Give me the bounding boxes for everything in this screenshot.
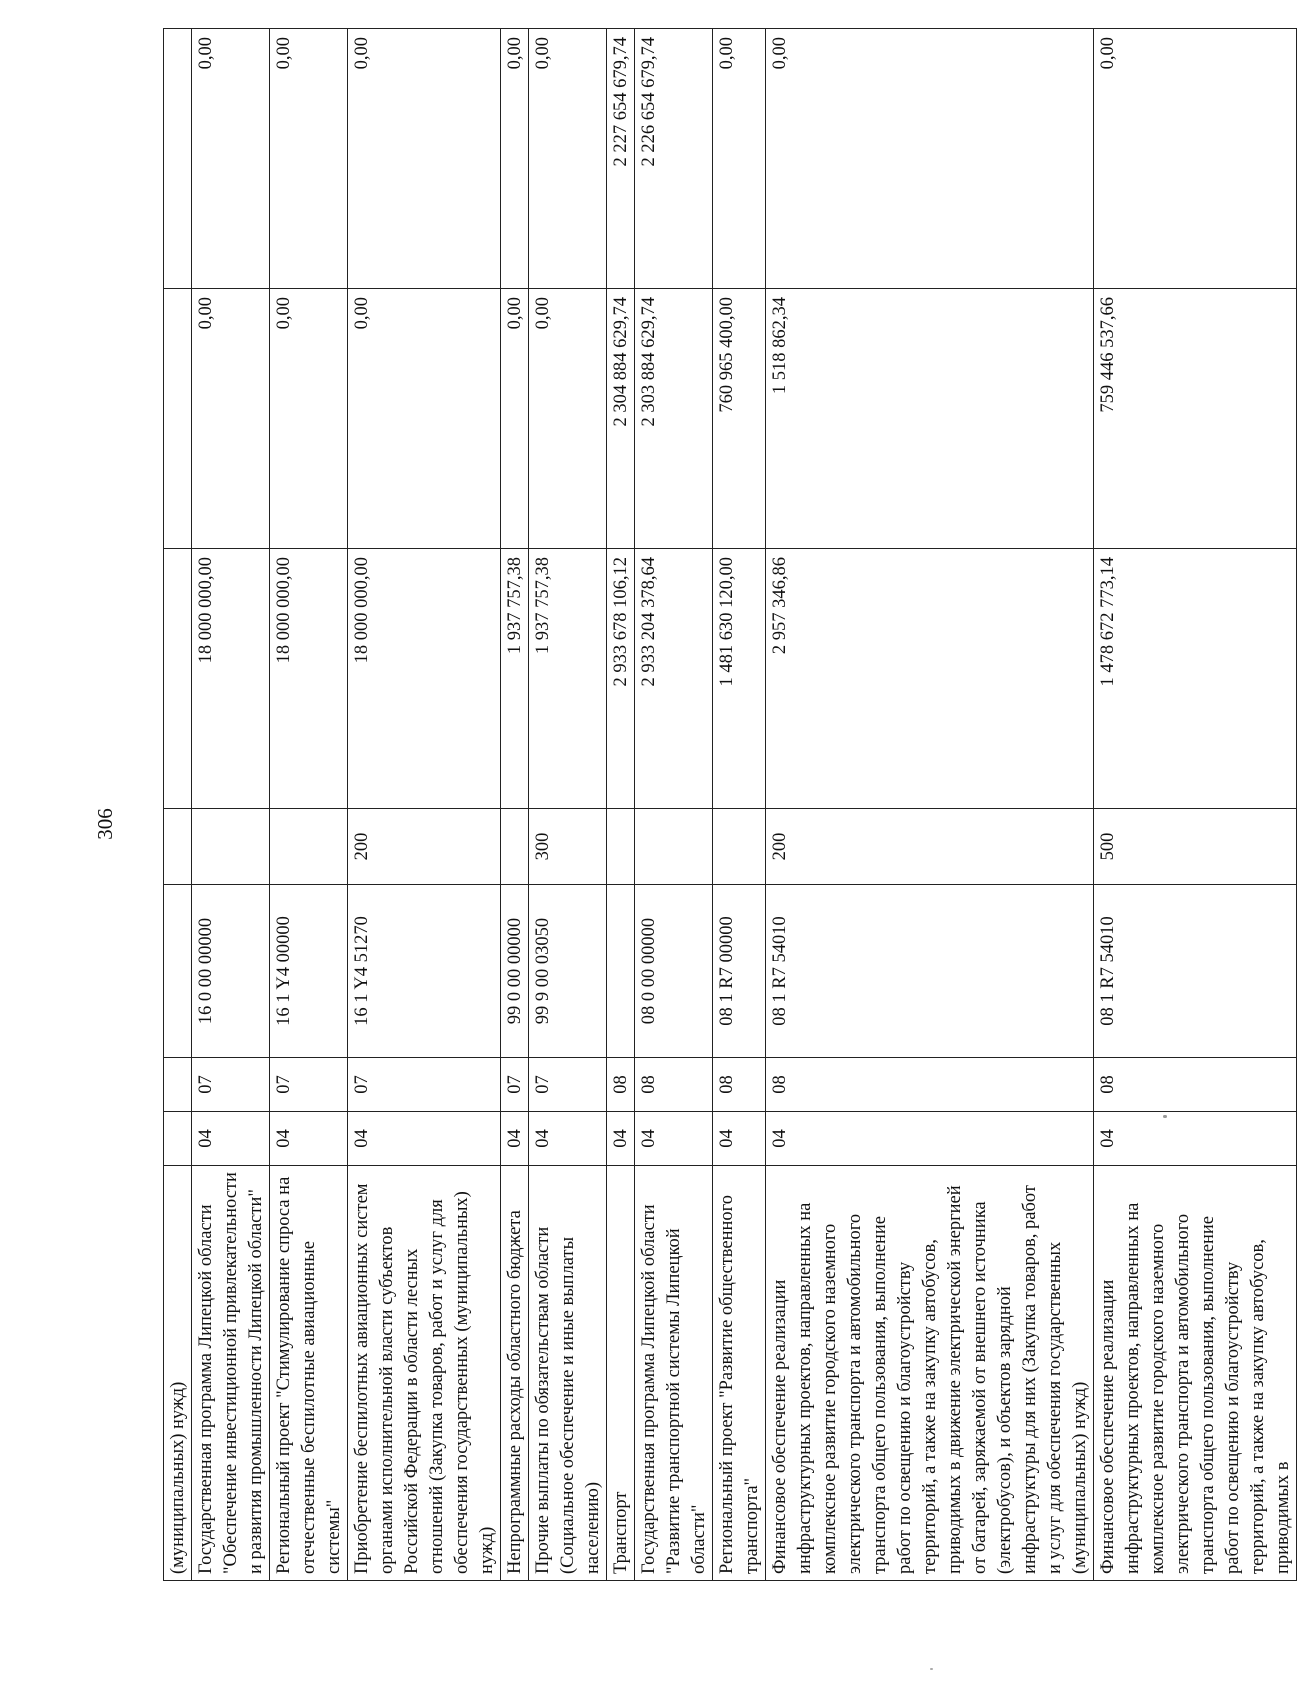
table-row [192, 28, 270, 1580]
amount-year-2: 0,00 [348, 288, 501, 548]
row-description: Региональный проект "Стимулирование спроса на отечественные беспилотные авиационные системы" [270, 1165, 348, 1580]
expense-type-code [635, 808, 713, 884]
subsection-code: 08 [1094, 1057, 1297, 1111]
amount-year-3: 0,00 [713, 28, 766, 288]
row-description: Прочие выплаты по обязательствам области (Социальное обеспечение и иные выплаты населению) [529, 1165, 607, 1580]
table-row [529, 28, 607, 1580]
subsection-code [164, 1057, 192, 1111]
amount-year-2: 760 965 400,00 [713, 288, 766, 548]
section-code [164, 1111, 192, 1165]
amount-year-1: 18 000 000,00 [270, 548, 348, 808]
amount-year-3: 0,00 [192, 28, 270, 288]
amount-year-3: 0,00 [766, 28, 1094, 288]
table-row [713, 28, 766, 1580]
table-row [1094, 28, 1297, 1580]
amount-year-2: 2 304 884 629,74 [607, 288, 635, 548]
row-description: Финансовое обеспечение реализации инфраструктурных проектов, направленных на комплексное развитие городского наземного электрического транспорта и автомобильного транспорта общего пользования, выполнение работ по освещению и благоустройству территорий, а также на закупку автобусов, приводимых в [1094, 1165, 1297, 1580]
subsection-code: 07 [501, 1057, 529, 1111]
target-article-code [607, 884, 635, 1057]
amount-year-3 [164, 28, 192, 288]
amount-year-3: 0,00 [270, 28, 348, 288]
table-row [635, 28, 713, 1580]
table-row [607, 28, 635, 1580]
section-code: 04 [1094, 1111, 1297, 1165]
amount-year-2: 0,00 [192, 288, 270, 548]
amount-year-1: 1 481 630 120,00 [713, 548, 766, 808]
expense-type-code [607, 808, 635, 884]
table-row [501, 28, 529, 1580]
subsection-code: 07 [270, 1057, 348, 1111]
page-number: 306 [93, 808, 117, 840]
expense-type-code: 300 [529, 808, 607, 884]
target-article-code: 08 1 R7 54010 [1094, 884, 1297, 1057]
section-code: 04 [607, 1111, 635, 1165]
row-description: Приобретение беспилотных авиационных систем органами исполнительной власти субъектов Российской Федерации в области лесных отношений (Закупка товаров, работ и услуг для обеспечения государственных (муниципальных) нужд) [348, 1165, 501, 1580]
row-description: (муниципальных) нужд) [164, 1165, 192, 1580]
row-description: Государственная программа Липецкой области "Обеспечение инвестиционной привлекательности и развития промышленности Липецкой области" [192, 1165, 270, 1580]
scan-speck [930, 1668, 933, 1670]
amount-year-1: 2 933 204 378,64 [635, 548, 713, 808]
amount-year-3: 2 227 654 679,74 [607, 28, 635, 288]
section-code: 04 [501, 1111, 529, 1165]
expense-type-code: 200 [766, 808, 1094, 884]
budget-table-sheet [163, 29, 1293, 1581]
subsection-code: 07 [348, 1057, 501, 1111]
expense-type-code: 200 [348, 808, 501, 884]
amount-year-2: 0,00 [529, 288, 607, 548]
row-description: Государственная программа Липецкой области "Развитие транспортной системы Липецкой области" [635, 1165, 713, 1580]
amount-year-1: 1 937 757,38 [529, 548, 607, 808]
target-article-code: 99 0 00 00000 [501, 884, 529, 1057]
expense-type-code: 500 [1094, 808, 1297, 884]
expense-type-code [192, 808, 270, 884]
amount-year-1 [164, 548, 192, 808]
subsection-code: 07 [529, 1057, 607, 1111]
amount-year-3: 0,00 [501, 28, 529, 288]
subsection-code: 08 [607, 1057, 635, 1111]
target-article-code: 08 1 R7 54010 [766, 884, 1094, 1057]
section-code: 04 [635, 1111, 713, 1165]
table-row [270, 28, 348, 1580]
scan-speck [1163, 1115, 1167, 1118]
expense-type-code [270, 808, 348, 884]
section-code: 04 [192, 1111, 270, 1165]
amount-year-1: 2 933 678 106,12 [607, 548, 635, 808]
amount-year-2: 2 303 884 629,74 [635, 288, 713, 548]
amount-year-3: 0,00 [348, 28, 501, 288]
target-article-code: 99 9 00 03050 [529, 884, 607, 1057]
amount-year-3: 2 226 654 679,74 [635, 28, 713, 288]
section-code: 04 [529, 1111, 607, 1165]
row-description: Региональный проект "Развитие общественного транспорта" [713, 1165, 766, 1580]
budget-table [163, 28, 1297, 1581]
row-description: Транспорт [607, 1165, 635, 1580]
table-row [164, 28, 192, 1580]
amount-year-3: 0,00 [1094, 28, 1297, 288]
amount-year-2 [164, 288, 192, 548]
amount-year-2: 759 446 537,66 [1094, 288, 1297, 548]
section-code: 04 [713, 1111, 766, 1165]
section-code: 04 [270, 1111, 348, 1165]
amount-year-3: 0,00 [529, 28, 607, 288]
subsection-code: 08 [766, 1057, 1094, 1111]
expense-type-code [713, 808, 766, 884]
table-row [348, 28, 501, 1580]
amount-year-2: 0,00 [501, 288, 529, 548]
section-code: 04 [348, 1111, 501, 1165]
amount-year-1: 1 937 757,38 [501, 548, 529, 808]
amount-year-1: 18 000 000,00 [192, 548, 270, 808]
row-description: Непрограммные расходы областного бюджета [501, 1165, 529, 1580]
expense-type-code [501, 808, 529, 884]
amount-year-2: 0,00 [270, 288, 348, 548]
target-article-code: 08 0 00 00000 [635, 884, 713, 1057]
section-code: 04 [766, 1111, 1094, 1165]
amount-year-1: 18 000 000,00 [348, 548, 501, 808]
expense-type-code [164, 808, 192, 884]
amount-year-1: 2 957 346,86 [766, 548, 1094, 808]
row-description: Финансовое обеспечение реализации инфраструктурных проектов, направленных на комплексное развитие городского наземного электрического транспорта и автомобильного транспорта общего пользования, выполнение работ по освещению и благоустройству территорий, а также на закупку автобусов, приводимых в движение электрической энергией от батарей, заряжаемой от внешнего источника (электробусов), и объектов зарядной инфраструктуры для них (Закупка товаров, работ и услуг для обеспечения государственных (муниципальных) нужд) [766, 1165, 1094, 1580]
target-article-code: 16 1 Y4 51270 [348, 884, 501, 1057]
target-article-code [164, 884, 192, 1057]
amount-year-2: 1 518 862,34 [766, 288, 1094, 548]
subsection-code: 07 [192, 1057, 270, 1111]
target-article-code: 16 1 Y4 00000 [270, 884, 348, 1057]
target-article-code: 16 0 00 00000 [192, 884, 270, 1057]
target-article-code: 08 1 R7 00000 [713, 884, 766, 1057]
subsection-code: 08 [713, 1057, 766, 1111]
amount-year-1: 1 478 672 773,14 [1094, 548, 1297, 808]
table-row [766, 28, 1094, 1580]
subsection-code: 08 [635, 1057, 713, 1111]
